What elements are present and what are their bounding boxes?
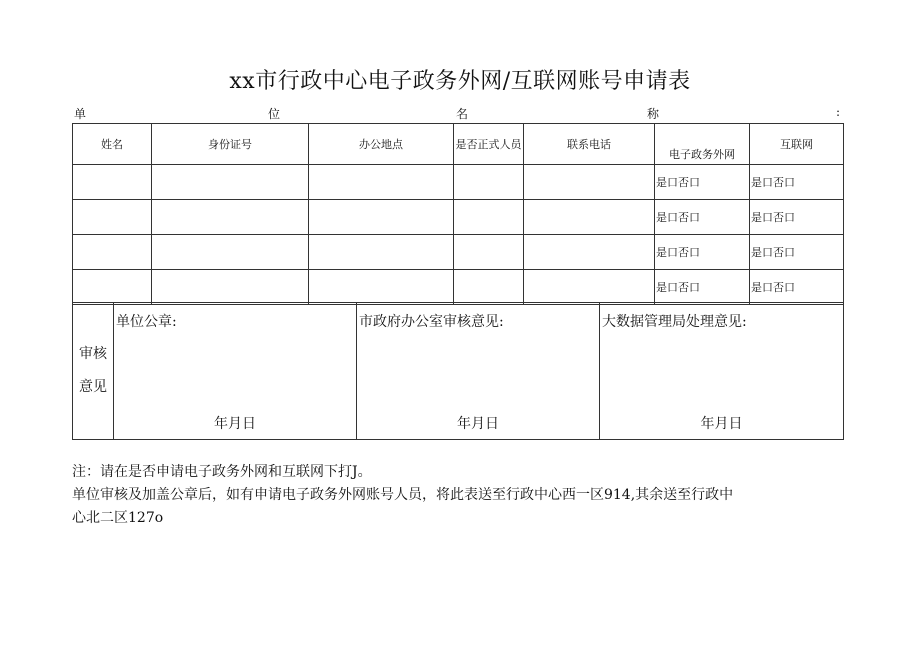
id-number-cell[interactable]	[152, 200, 309, 235]
bigdata-bureau-review-box[interactable]	[600, 303, 844, 440]
name-cell[interactable]	[73, 165, 152, 200]
header-gov-network: 电子政务外网	[655, 124, 750, 165]
unit-seal-box[interactable]	[114, 303, 357, 440]
form-title: xx市行政中心电子政务外网/互联网账号申请表	[229, 69, 691, 94]
note-line-3: 心北二区127o	[72, 510, 164, 526]
phone-cell[interactable]	[524, 165, 655, 200]
date-label: 年月日	[457, 416, 499, 432]
note-line-1: 注：请在是否申请电子政务外网和互联网下打J。	[72, 464, 372, 480]
office-cell[interactable]	[309, 270, 454, 305]
review-label	[73, 303, 114, 440]
header-internet: 互联网	[750, 124, 844, 165]
gov-network-choice[interactable]: 是口否口	[655, 200, 750, 235]
header-phone: 联系电话	[524, 124, 655, 165]
review-label-line2: 意见	[79, 379, 107, 395]
date-label: 年月日	[700, 416, 743, 432]
office-cell[interactable]	[309, 235, 454, 270]
header-name: 姓名	[73, 124, 152, 165]
id-number-cell[interactable]	[152, 165, 309, 200]
review-section	[72, 302, 844, 440]
table-header-row	[73, 124, 844, 165]
unit-name-row	[72, 105, 844, 123]
phone-cell[interactable]	[524, 200, 655, 235]
name-cell[interactable]	[73, 235, 152, 270]
date-label: 年月日	[214, 416, 256, 432]
gov-network-choice[interactable]: 是口否口	[655, 270, 750, 305]
table-row	[73, 235, 844, 270]
internet-choice[interactable]: 是口否口	[750, 200, 844, 235]
city-office-review-label: 市政府办公室审核意见:	[359, 314, 504, 330]
unit-label-char: 名	[456, 107, 469, 121]
id-number-cell[interactable]	[152, 235, 309, 270]
internet-choice[interactable]: 是口否口	[750, 165, 844, 200]
table-row	[73, 200, 844, 235]
gov-network-choice[interactable]: 是口否口	[655, 235, 750, 270]
regular-staff-cell[interactable]	[454, 165, 524, 200]
internet-choice[interactable]: 是口否口	[750, 235, 844, 270]
name-cell[interactable]	[73, 270, 152, 305]
phone-cell[interactable]	[524, 270, 655, 305]
header-office: 办公地点	[309, 124, 454, 165]
table-row	[73, 270, 844, 305]
gov-network-choice[interactable]: 是口否口	[655, 165, 750, 200]
unit-seal-label: 单位公章:	[116, 314, 177, 330]
internet-choice[interactable]: 是口否口	[750, 270, 844, 305]
id-number-cell[interactable]	[152, 270, 309, 305]
unit-label-char: 称	[647, 107, 660, 121]
regular-staff-cell[interactable]	[454, 235, 524, 270]
name-cell[interactable]	[73, 200, 152, 235]
regular-staff-cell[interactable]	[454, 270, 524, 305]
bigdata-bureau-review-label: 大数据管理局处理意见:	[602, 314, 747, 330]
unit-label-char: 单	[74, 107, 87, 121]
applicant-table	[72, 123, 844, 305]
office-cell[interactable]	[309, 165, 454, 200]
header-id-number: 身份证号	[152, 124, 309, 165]
city-office-review-box[interactable]	[357, 303, 600, 440]
review-label-line1: 审核	[79, 346, 107, 362]
note-line-2: 单位审核及加盖公章后，如有申请电子政务外网账号人员，将此表送至行政中心西一区914,其余送至行政中	[72, 487, 734, 503]
header-regular-staff: 是否正式人员	[454, 124, 524, 165]
table-row	[73, 165, 844, 200]
office-cell[interactable]	[309, 200, 454, 235]
unit-label-char: 位	[268, 107, 281, 121]
regular-staff-cell[interactable]	[454, 200, 524, 235]
phone-cell[interactable]	[524, 235, 655, 270]
unit-label-colon: :	[836, 105, 841, 119]
